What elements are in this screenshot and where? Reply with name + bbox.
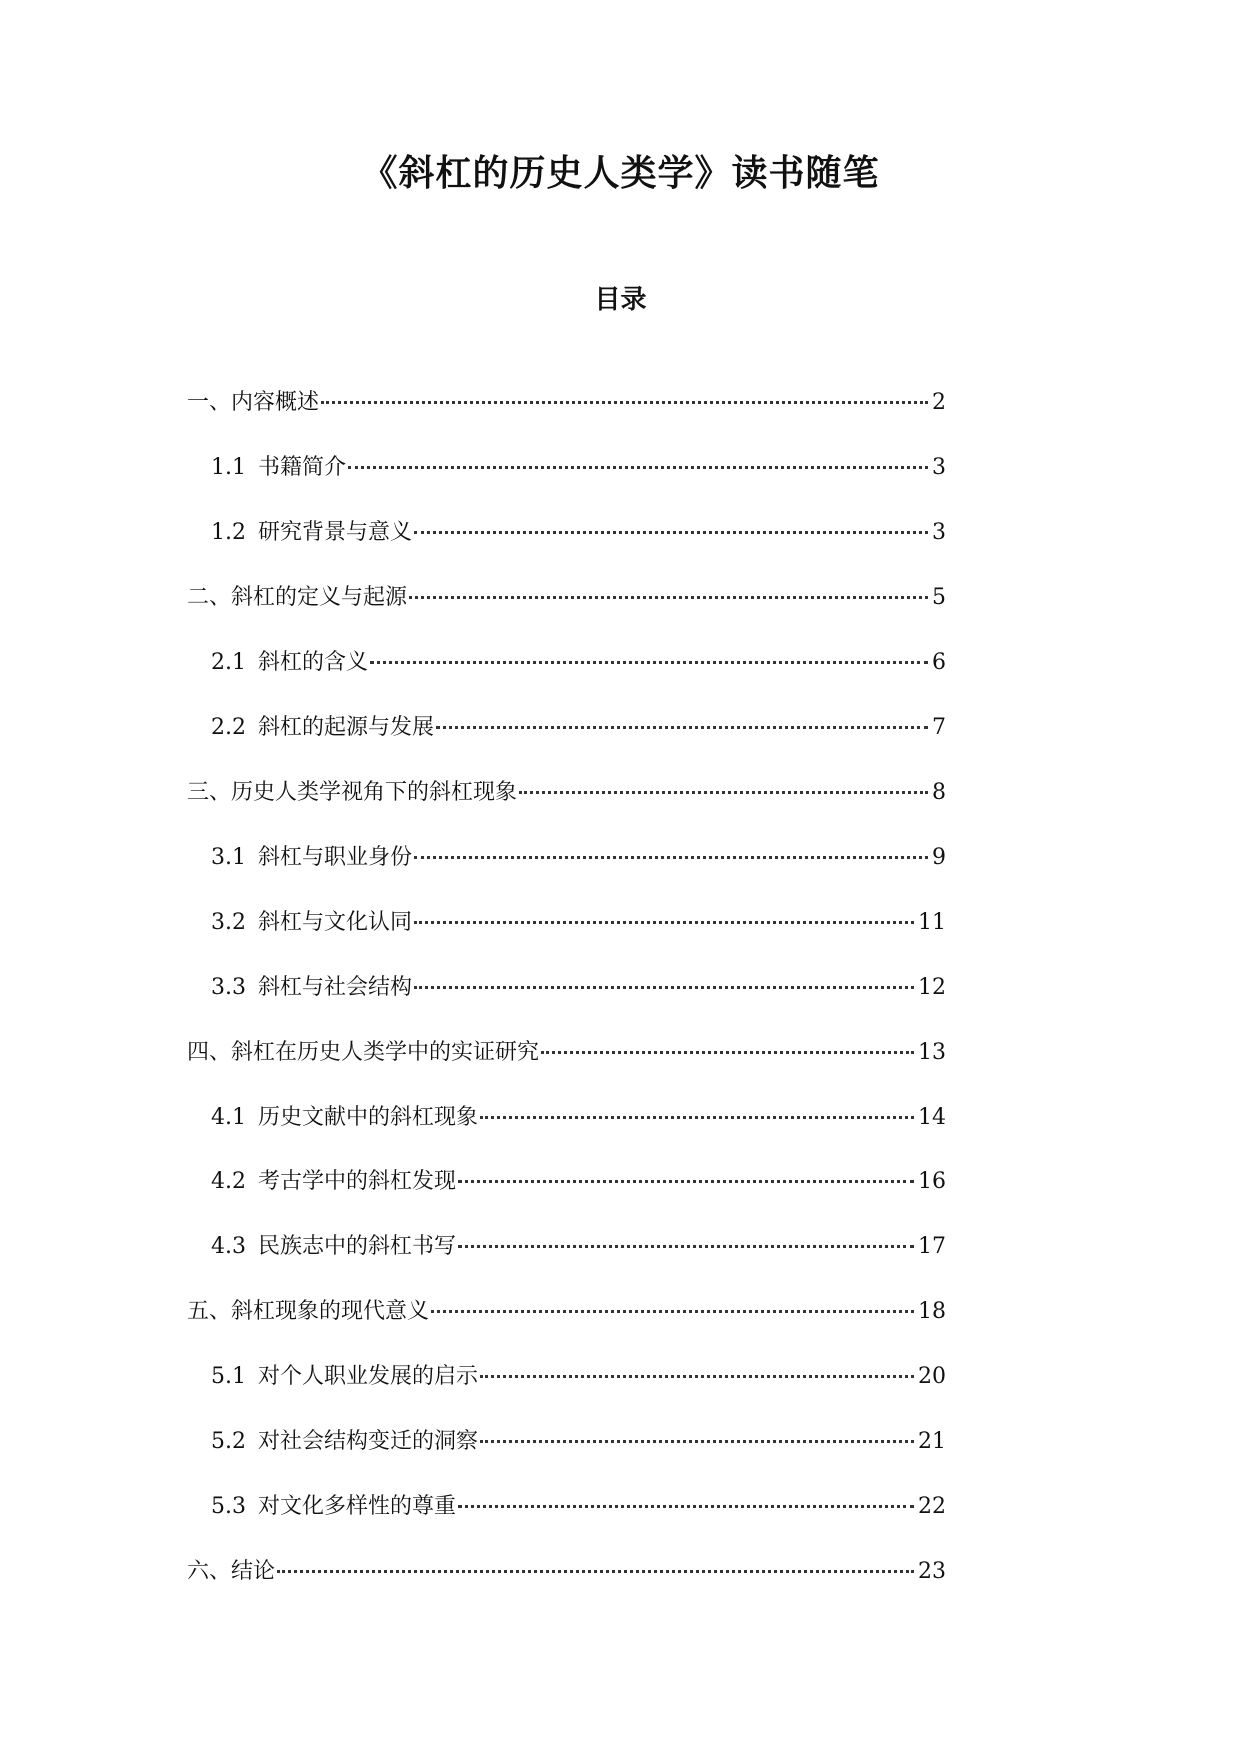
toc-entry-number: 4.3 [211,1234,246,1259]
dot-leader [370,661,928,664]
dot-leader [431,1310,914,1313]
dot-leader [541,1051,914,1054]
toc-entry-number: 4.1 [211,1105,246,1130]
toc-entry-title: 斜杠与职业身份 [258,845,413,870]
toc-entry-1-1[interactable] [211,452,946,484]
toc-entry-4-1[interactable] [211,1102,946,1134]
toc-entry-page: 16 [918,1169,946,1194]
toc-entry-3[interactable] [187,777,946,809]
toc-entry-title: 五、斜杠现象的现代意义 [187,1299,430,1324]
dot-leader [414,856,928,859]
dot-leader [480,1375,914,1378]
toc-entry-title: 斜杠与社会结构 [258,975,413,1000]
dot-leader [348,466,928,469]
toc-entry-title: 民族志中的斜杠书写 [258,1234,457,1259]
toc-entry-page: 9 [932,845,946,870]
toc-entry-title: 研究背景与意义 [258,520,413,545]
dot-leader [409,596,928,599]
toc-entry-title: 对个人职业发展的启示 [258,1364,479,1389]
toc-entry-3-1[interactable] [211,842,946,874]
toc-entry-number: 3.2 [211,910,246,935]
toc-entry-title: 对文化多样性的尊重 [258,1494,457,1519]
toc-entry-page: 11 [918,910,946,935]
toc-entry-number: 5.3 [211,1494,246,1519]
toc-entry-3-2[interactable] [211,907,946,939]
toc-entry-title: 斜杠的含义 [258,650,369,675]
toc-entry-page: 23 [918,1559,946,1584]
toc-entry-page: 13 [918,1040,946,1065]
toc-entry-2-2[interactable] [211,712,946,744]
toc-entry-page: 5 [932,585,946,610]
toc-entry-number: 3.3 [211,975,246,1000]
toc-entry-page: 3 [932,455,946,480]
toc-entry-5[interactable] [187,1296,946,1328]
dot-leader [480,1440,914,1443]
toc-entry-6[interactable] [187,1556,946,1588]
toc-entry-title: 斜杠的起源与发展 [258,715,435,740]
dot-leader [414,531,928,534]
toc-entry-4[interactable] [187,1037,946,1069]
document-title: 《斜杠的历史人类学》读书随笔 [361,153,880,194]
dot-leader [458,1245,914,1248]
toc-entry-title: 考古学中的斜杠发现 [258,1169,457,1194]
toc-entry-number: 2.1 [211,650,246,675]
toc-entry-1[interactable] [187,387,946,419]
toc-entry-title: 历史文献中的斜杠现象 [258,1105,479,1130]
toc-entry-title: 对社会结构变迁的洞察 [258,1429,479,1454]
toc-entry-title: 二、斜杠的定义与起源 [187,585,408,610]
toc-entry-number: 1.1 [211,455,246,480]
dot-leader [436,726,928,729]
toc-heading: 目录 [594,285,647,315]
toc-entry-number: 1.2 [211,520,246,545]
toc-entry-page: 8 [932,780,946,805]
toc-entry-5-3[interactable] [211,1491,946,1523]
toc-entry-1-2[interactable] [211,517,946,549]
dot-leader [458,1180,914,1183]
dot-leader [321,401,928,404]
toc-entry-page: 21 [918,1429,946,1454]
dot-leader [519,791,928,794]
toc-entry-number: 5.2 [211,1429,246,1454]
toc-entry-page: 20 [918,1364,946,1389]
dot-leader [480,1116,914,1119]
toc-entry-page: 2 [932,390,946,415]
toc-entry-3-3[interactable] [211,972,946,1004]
toc-entry-2[interactable] [187,582,946,614]
dot-leader [414,986,914,989]
toc-entry-4-2[interactable] [211,1166,946,1198]
toc-entry-title: 六、结论 [187,1559,276,1584]
toc-entry-title: 一、内容概述 [187,390,320,415]
dot-leader [277,1570,914,1573]
toc-entry-title: 书籍简介 [258,455,347,480]
toc-entry-number: 2.2 [211,715,246,740]
toc-entry-title: 斜杠与文化认同 [258,910,413,935]
toc-entry-number: 5.1 [211,1364,246,1389]
toc-entry-page: 17 [918,1234,946,1259]
toc-entry-4-3[interactable] [211,1231,946,1263]
toc-entry-title: 三、历史人类学视角下的斜杠现象 [187,780,518,805]
dot-leader [458,1505,914,1508]
toc-entry-page: 3 [932,520,946,545]
toc-entry-page: 18 [918,1299,946,1324]
dot-leader [414,921,914,924]
toc-entry-5-2[interactable] [211,1426,946,1458]
toc-entry-title: 四、斜杠在历史人类学中的实证研究 [187,1040,540,1065]
toc-entry-page: 7 [932,715,946,740]
toc-entry-page: 22 [918,1494,946,1519]
toc-entry-5-1[interactable] [211,1361,946,1393]
toc-entry-page: 12 [918,975,946,1000]
toc-entry-number: 3.1 [211,845,246,870]
toc-entry-page: 6 [932,650,946,675]
toc-entry-number: 4.2 [211,1169,246,1194]
toc-entry-2-1[interactable] [211,647,946,679]
toc-entry-page: 14 [918,1105,946,1130]
